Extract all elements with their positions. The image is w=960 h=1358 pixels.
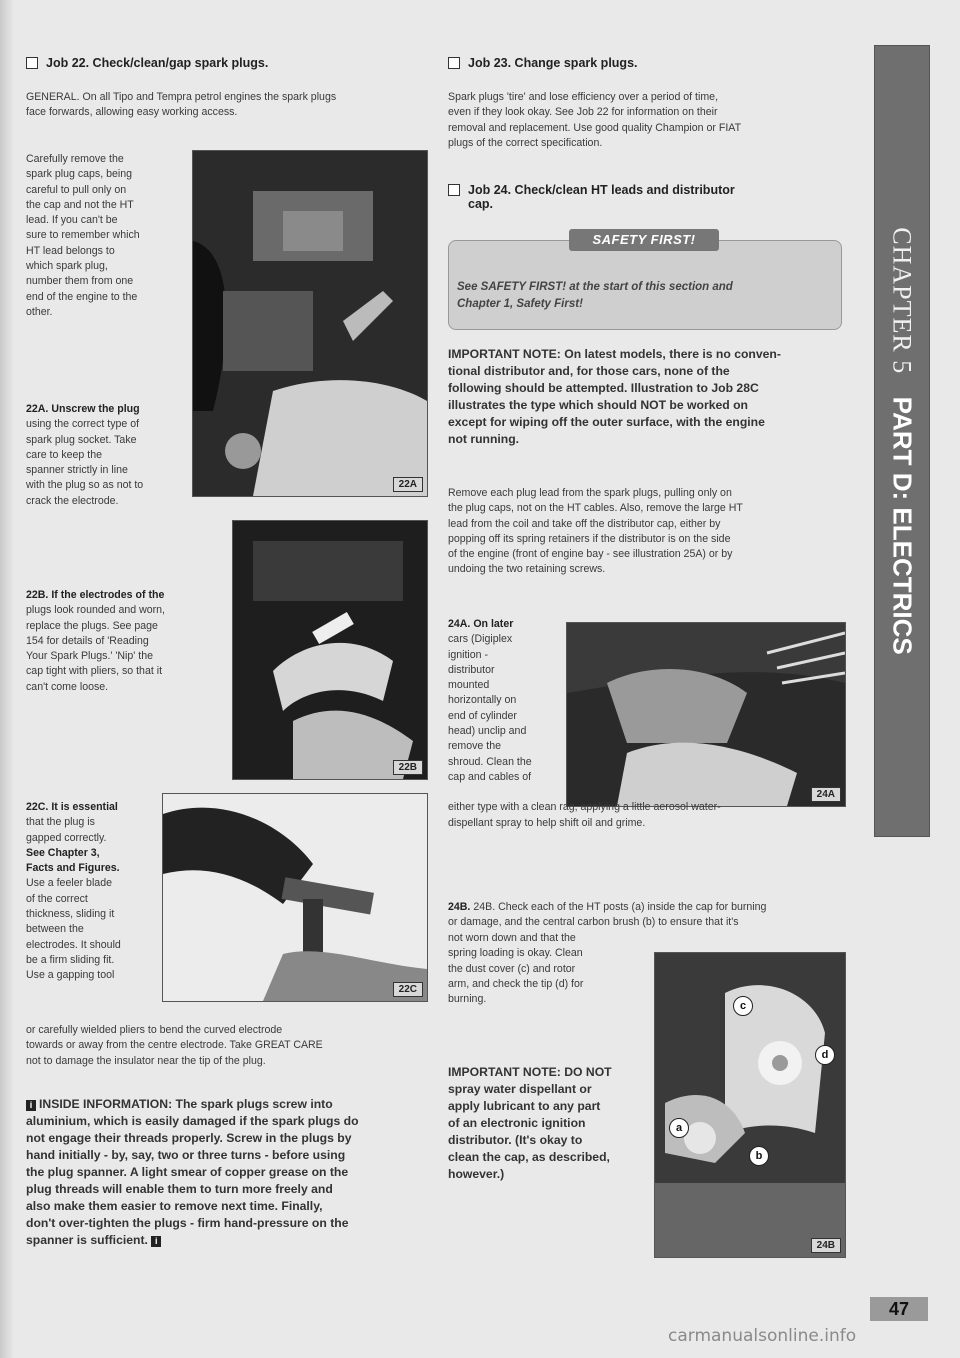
text-line: apply lubricant to any part [448,1099,601,1113]
text-line: See SAFETY FIRST! at the start of this section and [457,281,733,293]
text-line: mounted [448,679,490,692]
text-line: the plug spanner. A light smear of copper grease on the [26,1165,349,1179]
text-line: sure to remember which [26,229,140,242]
text-line: dispellant spray to help shift oil and grime. [448,816,646,829]
text-line: the plug caps, not on the HT cables. Also, remove the large HT [448,502,743,515]
text-line: arm, and check the tip (d) for [448,977,584,990]
text-line: plug threads will enable them to turn more freely and [26,1182,333,1196]
info-icon: i [26,1100,36,1111]
text-line: using the correct type of [26,418,140,431]
text-line: spring loading is okay. Clean [448,947,583,960]
callout-a: a [669,1118,689,1138]
text-line: careful to pull only on [26,183,127,196]
text-line: number them from one [26,275,134,288]
text-line: spark plug caps, being [26,168,133,181]
text-line: even if they look okay. See Job 22 for information on their [448,106,718,119]
text-line: also make them easier to remove next time. Finally, [26,1199,323,1213]
text-line: Use a gapping tool [26,969,115,982]
text-line: head) unclip and [448,725,527,738]
callout-d: d [815,1045,835,1065]
callout-c: c [733,996,753,1016]
text-line: not engage their threads properly. Screw in the plugs by [26,1131,352,1145]
photo-22b [232,520,428,780]
photo-22a [192,150,428,497]
text-line: IMPORTANT NOTE: DO NOT [448,1065,612,1079]
text-line: Facts and Figures. [26,862,120,875]
photo-label-22a: 22A [393,477,423,492]
page-number: 47 [870,1297,928,1321]
text-line: lead. If you can't be [26,214,118,227]
text-line: illustrates the type which should NOT be worked on [448,398,748,412]
job23-heading-text: Job 23. Change spark plugs. [468,56,638,70]
text-line: electrodes. It should [26,938,121,951]
text-line: horizontally on [448,694,517,707]
step-24a-continued [448,785,848,831]
text-line: removal and replacement. Use good quality Champion or FIAT [448,121,742,134]
text-line: however.) [448,1167,505,1181]
text-line: plugs of the correct specification. [448,136,603,149]
text-line: not to damage the insulator near the tip of the plug. [26,1054,266,1067]
gapping-photo-image [163,794,427,1001]
job24-heading-text [468,183,735,211]
job22-general: GENERAL. On all Tipo and Tempra petrol engines the spark plugs face forwards, allowing easy working access. [26,91,337,119]
text-line: undoing the two retaining screws. [448,563,606,576]
text-line: 154 for details of 'Reading [26,634,149,647]
text-line: 22A. Unscrew the plug [26,403,140,415]
text-line: 22C. It is essential [26,801,118,813]
text-line: Spark plugs 'tire' and lose efficiency over a period of time, [448,91,719,103]
important-note-1 [448,346,848,448]
job24-heading [448,183,848,211]
text-line: other. [26,305,53,318]
text-line: between the [26,923,84,936]
text-line: popping off its spring retainers if the distributor is on the side [448,532,731,545]
text-line: towards or away from the centre electrode. Take GREAT CARE [26,1039,323,1052]
photo-24b [654,952,846,1258]
text-line: of the engine (front of engine bay - see illustration 25A) or by [448,548,733,561]
text-line: distributor. (It's okay to [448,1133,583,1147]
text-line: replace the plugs. See page [26,619,158,632]
distributor-photo-image [567,623,845,806]
text-line: ignition - [448,648,489,661]
safety-text [457,279,733,313]
callout-b: b [749,1146,769,1166]
step-22b-text [26,588,231,695]
step-24b-intro: 24B. 24B. Check each of the HT posts (a) inside the cap for burning or damage, and the central carbon brush (b) to ensure that it's [448,900,848,931]
text-line: HT lead belongs to [26,244,115,257]
text-line: cap tight with pliers, so that it [26,665,163,678]
text-line: of an electronic ignition [448,1116,586,1130]
text-line: be a firm sliding fit. [26,953,115,966]
photo-label-24b: 24B [811,1238,841,1253]
remove-leads-text [448,486,848,578]
checkbox-icon [448,184,460,196]
text-line: the cap and not the HT [26,198,134,211]
text-line: spanner strictly in line [26,464,128,477]
text-line: end of the engine to the [26,290,138,303]
text-line: tional distributor and, for those cars, none of the [448,364,730,378]
text-line: cars (Digiplex [448,633,513,646]
text-line: thickness, sliding it [26,908,115,921]
text-line: spark plug socket. Take [26,433,137,446]
step-24b-text [448,931,648,1007]
text-line: gapped correctly. [26,831,107,844]
text-line: spray water dispellant or [448,1082,592,1096]
text-line: cap and cables of [448,770,532,783]
text-line: which spark plug, [26,260,108,273]
text-line: can't come loose. [26,680,109,693]
text-line: 24B. Check each of the HT posts (a) inside the cap for burning [473,901,767,913]
text-line: care to keep the [26,448,102,461]
text-line: either type with a clean rag, applying a little aerosol water- [448,801,721,814]
photo-label-24a: 24A [811,787,841,802]
text-line: INSIDE INFORMATION: The spark plugs screw into [39,1097,333,1111]
text-line: not running. [448,432,520,446]
job22-heading-text: Job 22. Check/clean/gap spark plugs. [46,56,269,70]
checkbox-icon [448,57,460,69]
job23-heading [448,56,638,70]
text-line: IMPORTANT NOTE: On latest models, there is no conven- [448,347,781,361]
photo-label-22b: 22B [393,760,423,775]
engine-photo-image [193,151,427,496]
text-line: 24A. On later [448,618,514,630]
safety-first-box [448,232,842,330]
text-line: or damage, and the central carbon brush (b) to ensure that it's [448,916,739,929]
text-line: Use a feeler blade [26,877,112,890]
text-line: clean the cap, as described, [448,1150,610,1164]
text-line: following should be attempted. Illustration to Job 28C [448,381,759,395]
text-line: lead from the coil and take off the distributor cap, either by [448,517,721,530]
text-line: or carefully wielded pliers to bend the curved electrode [26,1024,283,1036]
text-line: aluminium, which is easily damaged if the spark plugs do [26,1114,359,1128]
step-22a-text [26,402,201,509]
text-line: spanner is sufficient. [26,1233,148,1247]
job23-text [448,90,848,151]
side-tab-text [887,227,918,655]
text-line: plugs look rounded and worn, [26,604,165,617]
photo-22c [162,793,428,1002]
watermark: carmanualsonline.info [668,1326,857,1346]
text-line: 22B. If the electrodes of the [26,589,165,601]
text-line: Job 24. Check/clean HT leads and distributor [468,183,735,197]
text-line: with the plug so as not to [26,479,144,492]
photo-label-22c: 22C [393,982,423,997]
text-line: of the correct [26,892,88,905]
text-line: Your Spark Plugs.' 'Nip' the [26,650,153,663]
text-line: Chapter 1, Safety First! [457,298,583,310]
chapter-label: CHAPTER 5 [887,227,917,375]
text-line: crack the electrode. [26,494,119,507]
text-line: end of cylinder [448,709,517,722]
text-line: remove the [448,740,501,753]
text-line: distributor [448,663,495,676]
info-icon: i [151,1236,161,1247]
step-24a-text [448,617,568,785]
text-line: not worn down and that the [448,932,576,944]
text-line: hand initially - by, say, two or three turns - before using [26,1148,346,1162]
important-note-2 [448,1064,648,1183]
step-22c-text [26,800,161,984]
chapter-side-tab [874,45,930,837]
part-label: PART D: ELECTRICS [887,396,918,655]
text-line: cap. [468,197,494,211]
text-line: See Chapter 3, [26,846,100,859]
job22-careful-text [26,152,196,320]
text-line: don't over-tighten the plugs - firm hand-pressure on the [26,1216,349,1230]
job22-heading [26,56,268,70]
checkbox-icon [26,57,38,69]
photo-24a [566,622,846,807]
safety-title: SAFETY FIRST! [569,229,719,251]
text-line: Carefully remove the [26,153,124,165]
page-margin-shade [0,0,14,1358]
text-line: Remove each plug lead from the spark plugs, pulling only on [448,487,732,499]
text-line: burning. [448,993,487,1006]
text-line: except for wiping off the outer surface, with the engine [448,415,765,429]
text-line: shroud. Clean the [448,755,532,768]
inside-information [26,1096,436,1249]
pliers-photo-image [233,521,427,779]
text-line: the dust cover (c) and rotor [448,962,576,975]
text-line: that the plug is [26,816,95,829]
step-22c-continued [26,1023,426,1069]
